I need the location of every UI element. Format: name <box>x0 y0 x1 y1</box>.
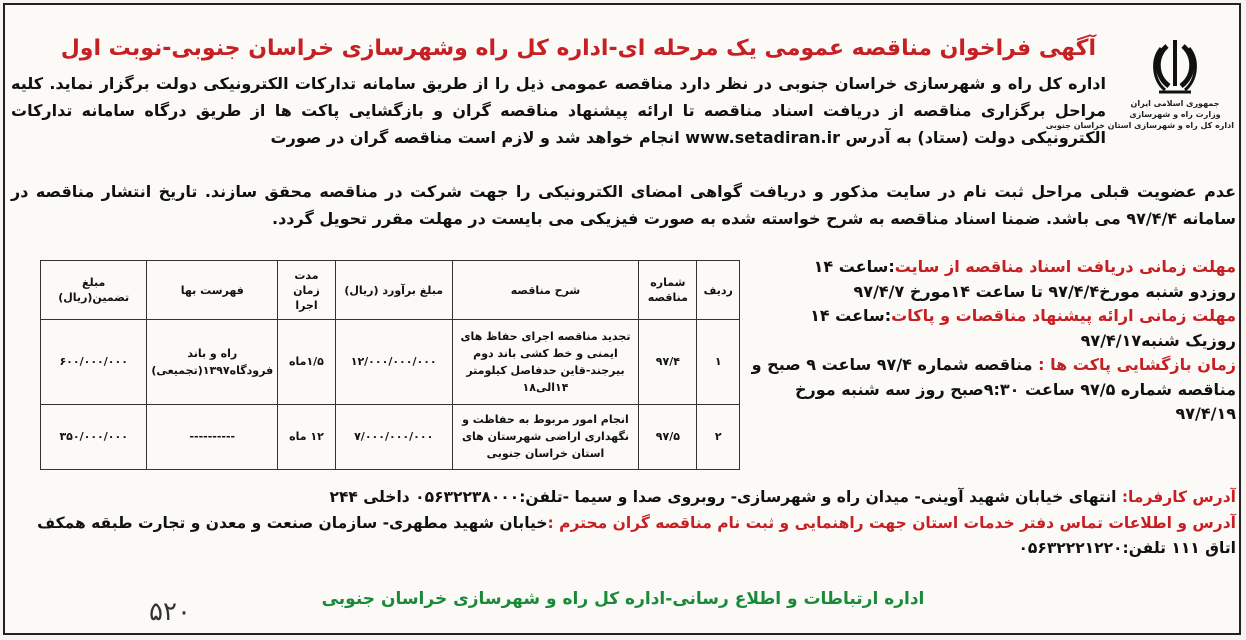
doc-deadline-time: :ساعت ۱۴ <box>813 257 895 276</box>
footer-credit: اداره ارتباطات و اطلاع رسانی-اداره کل راه و شهرسازی خراسان جنوبی <box>321 589 925 609</box>
opening-time-label: زمان بازگشایی پاکت ها : <box>1038 355 1236 374</box>
table-header-row <box>41 261 740 320</box>
bid-deadline-label: مهلت زمانی ارائه پیشنهاد مناقصات و پاکات <box>891 306 1236 325</box>
bid-deadline-date: روزیک شنبه۹۷/۴/۱۷ <box>1080 330 1236 350</box>
logo-line-2: وزارت راه و شهرسازی <box>1129 110 1221 119</box>
header-duration: مدت زمان اجرا <box>278 261 336 320</box>
bid-deadline <box>741 304 1236 329</box>
cell-price-list: ---------- <box>147 404 278 469</box>
cell-tender-number: ۹۷/۵ <box>639 404 697 469</box>
office-address-label: آدرس و اطلاعات تماس دفتر خدمات استان جهت راهنمایی و ثبت نام مناقصه گران محترم : <box>547 513 1236 532</box>
cell-description: انجام امور مربوط به حفاظت و نگهداری اراضی شهرستان های استان خراسان جنوبی <box>452 404 639 469</box>
emblem-icon <box>1149 36 1201 98</box>
tender-table <box>40 260 740 470</box>
cell-row-number: ۱ <box>697 320 740 405</box>
logo <box>1045 36 1234 146</box>
doc-deadline-dates: روزدو شنبه مورخ۹۷/۴/۴ تا ساعت ۱۴مورخ ۹۷/۴/۷ <box>853 281 1236 301</box>
employer-address-value: انتهای خیابان شهید آوینی- میدان راه و شهرسازی- روبروی صدا و سیما -تلفن:۰۵۶۳۲۲۳۸۰۰۰ داخلی ۲۴۴ <box>329 488 1117 506</box>
handwritten-text: ۵۲۰ <box>149 597 191 627</box>
office-address <box>11 511 1236 562</box>
intro-paragraph-continued: عدم عضویت قبلی مراحل ثبت نام در سایت مذکور و دریافت گواهی امضای الکترونیکی را جهت شرکت در مناقصه محقق سازند. تاریخ انتشار مناقصه در سامانه ۹۷/۴/۴ می باشد. ضمنا اسناد مناقصه به شرح خواسته شده به صورت فیزیکی می بایست در مهلت مقرر تحویل گردد. <box>11 182 1236 228</box>
deadlines-block <box>741 255 1236 427</box>
table-row <box>41 404 740 469</box>
ad-title: آگهی فراخوان مناقصه عمومی یک مرحله ای-اداره کل راه وشهرسازی خراسان جنوبی-نوبت اول <box>60 36 1096 61</box>
bid-deadline-time: :ساعت ۱۴ <box>810 306 892 325</box>
header-description: شرح مناقصه <box>452 261 639 320</box>
opening-time <box>741 353 1236 427</box>
table-row <box>41 320 740 405</box>
cell-tender-number: ۹۷/۴ <box>639 320 697 405</box>
cell-description: تجدید مناقصه اجرای حفاظ های ایمنی و خط کشی باند دوم بیرجند-قاین حدفاصل کیلومتر ۱۴الی۱۸ <box>452 320 639 405</box>
header-price-list: فهرست بها <box>147 261 278 320</box>
cell-guarantee: ۶۰۰/۰۰۰/۰۰۰ <box>41 320 147 405</box>
logo-line-3: اداره کل راه و شهرسازی استان خراسان جنوبی <box>1045 121 1234 130</box>
cell-estimate: ۷/۰۰۰/۰۰۰/۰۰۰ <box>335 404 452 469</box>
employer-address-label: آدرس کارفرما: <box>1121 488 1236 506</box>
doc-deadline <box>741 255 1236 280</box>
address-block <box>11 485 1236 562</box>
header-tender-number: شماره مناقصه <box>639 261 697 320</box>
logo-line-1: جمهوری اسلامی ایران <box>1130 99 1220 108</box>
cell-duration: ۱۲ ماه <box>278 404 336 469</box>
office-address-value: خیابان شهید مطهری- سازمان صنعت و معدن و تجارت طبقه همکف اتاق ۱۱۱ تلفن:۰۵۶۳۲۲۲۱۲۲۰ <box>37 513 1236 557</box>
header-estimate: مبلغ برآورد (ریال) <box>335 261 452 320</box>
header-row-number: ردیف <box>697 261 740 320</box>
handwritten-code <box>135 590 205 630</box>
cell-duration: ۱/۵ماه <box>278 320 336 405</box>
doc-deadline-label: مهلت زمانی دریافت اسناد مناقصه از سایت <box>894 257 1236 276</box>
cell-price-list: راه و باند فرودگاه۱۳۹۷(تجمیعی) <box>147 320 278 405</box>
header-guarantee: مبلغ تضمین(ریال) <box>41 261 147 320</box>
opening-time-value: مناقصه شماره ۹۷/۴ ساعت ۹ صبح و مناقصه شماره ۹۷/۵ ساعت ۹:۳۰صبح روز سه شنبه مورخ ۹۷/۴/۱۹ <box>751 355 1236 423</box>
cell-guarantee: ۳۵۰/۰۰۰/۰۰۰ <box>41 404 147 469</box>
cell-row-number: ۲ <box>697 404 740 469</box>
cell-estimate: ۱۲/۰۰۰/۰۰۰/۰۰۰ <box>335 320 452 405</box>
employer-address <box>11 485 1236 511</box>
intro-paragraph: اداره کل راه و شهرسازی خراسان جنوبی در نظر دارد مناقصه عمومی ذیل را از طریق سامانه تدارکات الکترونیکی دولت برگزار نماید. کلیه مراحل برگزاری مناقصه از دریافت اسناد مناقصه تا ارائه پیشنهاد مناقصه گران و بازگشایی پاکت ها از طریق درگاه سامانه تدارکات الکترونیکی دولت (ستاد) به آدرس www.setadiran.ir انجام خواهد شد و لازم است مناقصه گران در صورت <box>11 74 1106 147</box>
